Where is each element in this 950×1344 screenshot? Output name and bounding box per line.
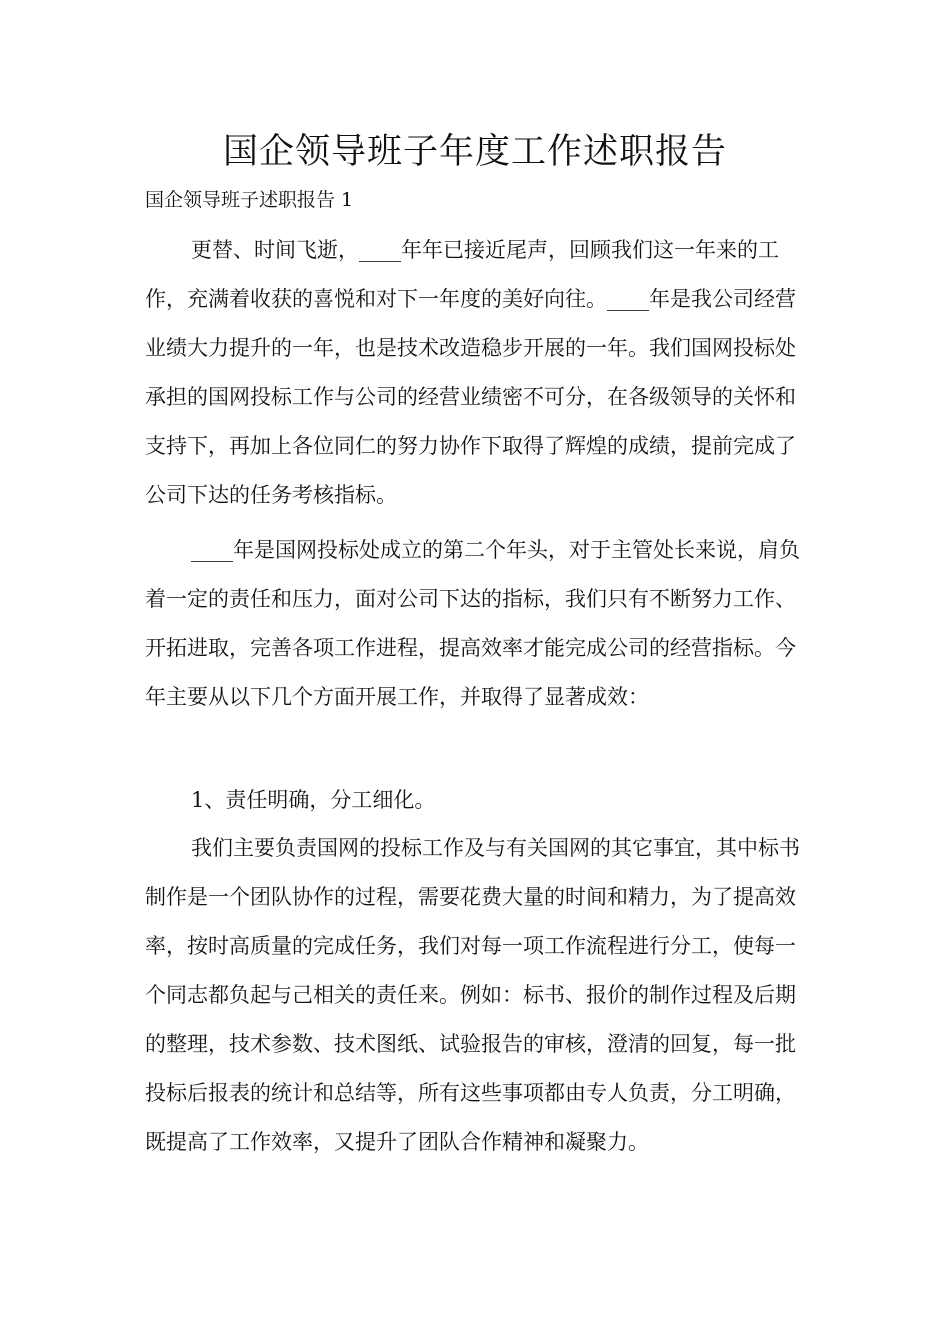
paragraph-second: ____年是国网投标处成立的第二个年头，对于主管处长来说，肩负着一定的责任和压力，面对公司下达的指标，我们只有不断努力工作、开拓进取，完善各项工作进程，提高效率才能完成公司的经营指标。今年主要从以下几个方面开展工作，并取得了显著成效： bbox=[145, 538, 800, 709]
section-paragraph: 我们主要负责国网的投标工作及与有关国网的其它事宜，其中标书制作是一个团队协作的过程，需要花费大量的时间和精力，为了提高效率，按时高质量的完成任务，我们对每一项工作流程进行分工，使每一个同志都负起与己相关的责任来。例如：标书、报价的制作过程及后期的整理，技术参数、技术图纸、试验报告的审核，澄清的回复，每一批投标后报表的统计和总结等，所有这些事项都由专人负责，分工明确，既提高了工作效率，又提升了团队合作精神和凝聚力。 bbox=[145, 836, 800, 1154]
paragraph-intro: 更替、时间飞逝，____年年已接近尾声，回顾我们这一年来的工作，充满着收获的喜悦和对下一年度的美好向往。____年是我公司经营业绩大力提升的一年，也是技术改造稳步开展的一年。我们国网投标处承担的国网投标工作与公司的经营业绩密不可分，在各级领导的关怀和支持下，再加上各位同仁的努力协作下取得了辉煌的成绩，提前完成了公司下达的任务考核指标。 bbox=[145, 238, 796, 507]
document-title: 国企领导班子年度工作述职报告 bbox=[222, 132, 727, 172]
document-subtitle: 国企领导班子述职报告 1 bbox=[145, 189, 354, 211]
section-heading: 1、责任明确，分工细化。 bbox=[191, 788, 436, 812]
